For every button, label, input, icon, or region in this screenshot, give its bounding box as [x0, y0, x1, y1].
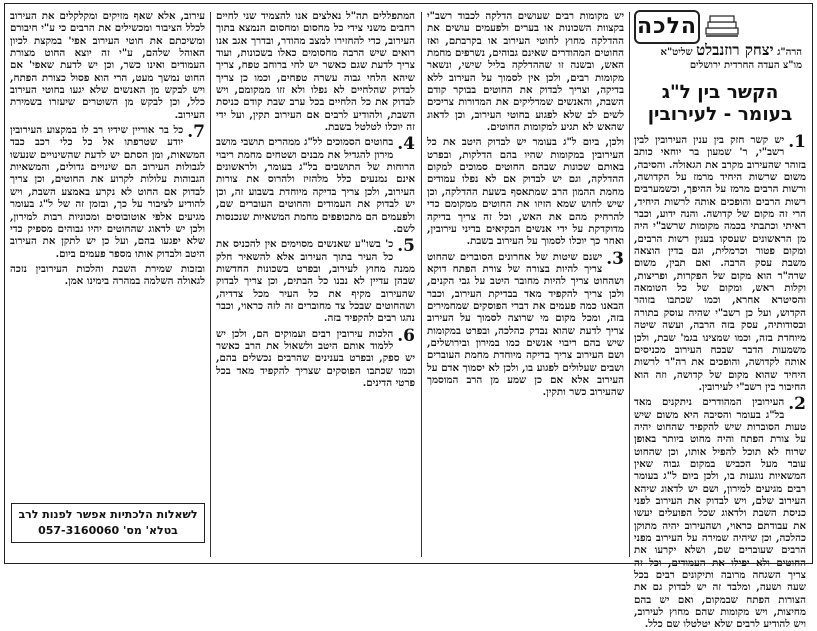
- section-number: 7.: [187, 122, 205, 143]
- paragraph-text: יש קשר חזק בין ענין העירובין לבין רשב"י, ר' שמעון בר יוחאי כותב בזוהר שהעירוב מקרב את הגאולה. והסיבה, משום שרשות היחיד מרמז על הקדושה, ורשות הרבים מרמז על ההיפך, וכשמערבים רשות הרבים והופכים אותה לרשות היחיד, הרי זה מקום של קדושה. והנה ידוע, וכבר ראיתי וכתבתי בכמה מקומות שרשב"י היה מן הראשונים שעסקו בענין רשות הרבים, ומקום פטור וכרמלית, וגם בדין הוצאה משבת עסק הרבה. ואם תבין, משום שרה"ר הוא מקום של הפקרות, ופריצות, וקלות ראש, ומקום של כל הטומאה והסיטרא אחרא, וכמו שכתבו בזוהר הקדוש, ועל כן רשב"י שהיה עוסק בתורה ובסודותיה, עסק בזה הרבה, ועשה שיטה מיוחדת בזה, וכמו שמצינו בגמ' שבת, ולכן משמעות הדבר שבכח העירוב מכניסים אותה לקדושה, והופכים את רה"ר לרשות היחיד שהוא מקום של קדושה, וזה הוא החיבור בין רשב"י לעירובין.: [634, 134, 806, 393]
- paragraph-text: העירובין המהודרים ניתקנים מאד בל"ג בעומר והסיבה היא משום שיש טעות הסוברות שיש להקפיד שהחוט יהיה על צורת הפתח והיה מחוט ביותר באופן שרוח לא תוכל להפיל אותו, וכן שהחוט עובר מעל הכביש במקום גבוה שאין המשאיות נוגעות בו, ולכן ביום ל"ג בעומר רבים מגיעים למירון, ושם יש לדאוג שיהא העירוב שלם, ויש לבדוק את העירוב לפני כניסת השבת ולדאוג שכל הפועלים יעשו את עבודתם כראוי, ושהעירוב יהיה מתוקן כהלכה, וכן שיהיה שמירה על העירוב מפני הרבים שעוברים שם, ושלא יקרעו את החוטים ולא יפילו את העמודים, וכל זה צריך השגחה מרובה ותיקונים רבים בכל שעה ושעה, ומלבד זה יש לבדוק גם את הצורות הפתח שבמקום, ואם יש בהם מחיצות, ויש מקומות שהם מחוץ לעירוב, ויש להודיע לרבים שלא יטלטלו שם כלל.: [634, 396, 806, 631]
- phone-prefix: בטלא' מס': [123, 524, 178, 537]
- paragraph: [216, 136, 415, 235]
- column-divider: [629, 12, 630, 557]
- column-divider: [421, 12, 422, 557]
- paragraph: [10, 10, 205, 121]
- paragraph: [10, 263, 205, 288]
- section-number: 1.: [788, 132, 806, 152]
- column-4: [10, 10, 205, 480]
- paragraph-text: המתפללים תה"ל נאלצים אנו להצמיד שני לחיים רחבים משני צידי כל מחסום ומחסום הנמצא בתוך העירוב, כדי להחזירו למצב מהודר, ובדרך אגב אנו רואים שיש הרבה מחסומים כאלו בשכונות, ועוד צריך לדעת שגם כאשר יש לחי ברוחב טפח, צריך שיהא הלחי גבוה עשרה טפחים, וכמו כן צריך לבדוק שהלחיים לא נפלו ולא זזו ממקומם, ויש לבדוק את כל הלחיים בכל ערב שבת קודם כניסת השבת, ולהודיע לרבים אם העירוב תקין, ועל ידי זה יוכלו לטלטל בשבת.: [216, 10, 415, 134]
- author-role: מו"צ העדה החרדית ירושלים: [689, 60, 802, 71]
- paragraph-text: עירוב, אלא שאף מזיקים ומקלקלים את העירוב לכלל הציבור ומכשילים את הרבים כי ע"י חיבורם ומשיכתם את חוטי העירוב אפי' במקצת לכיון האוהל שלהם, ע"י זה יוצא החוט מצורת העמודים ואינו כשר, וכן יש לדעת שאפי' אם החוט נמשך מעט, הרי הוא פסול כצורת הפתח, ויש לבקש מן האנשים שלא יגעו בחוטי העירוב כלל, וכן לבקש מן השוטרים שיעזרו בשמירת העירוב.: [10, 10, 205, 121]
- article-title: הקשר בין ל"ג בעומר - לעירובין: [647, 82, 793, 125]
- paragraph: [216, 10, 415, 133]
- section-number: 5.: [397, 236, 415, 257]
- author-name: יצחק רוזנבלט: [696, 41, 774, 59]
- column-1: [634, 10, 806, 631]
- paragraph: [427, 10, 624, 133]
- contact-line: לשאלות הלכתיות אפשר לפנות לרב: [18, 508, 198, 521]
- author-prefix: הרה"ג: [777, 47, 802, 58]
- paragraph: [427, 248, 624, 399]
- paragraph-text: ובזכות שמירת השבת והלכות העירובין נזכה לגאולה השלמה במהרה בימינו אמן.: [10, 262, 205, 288]
- contact-box: [11, 503, 205, 543]
- paragraph-text: כ' בשו"ע שאנשים מסוימים אין להכניס את כל העיר בתוך העירוב אלא להשאיר חלק ממנה מחוץ לעירוב, ובפרט בשכונות החדשות שבהן עדיין לא נבנו כל הבתים, וכן צריך לבדוק שהעירוב מקיף את כל העיר מכל צדדיה, ושהחוטים שבכל צד מחוברים זה לזה כראוי, וכבר נהגו רבים להקפיד בזה.: [216, 238, 415, 325]
- column-divider: [210, 12, 211, 557]
- section-number: 2.: [788, 394, 806, 415]
- column-3: [216, 10, 415, 559]
- phone-number: 057-3160060: [38, 524, 120, 537]
- logo-row: [634, 10, 806, 44]
- author-block: [634, 41, 802, 72]
- paragraph-text: בחוטים הסמוכים לל"ג ממהרים תושבי מושב מירון להגדיל את מבנים ושטחים מחמת ריבוי הרוחות של התושבים בל"ג בעומר, ולראשונים אינם נמנעים כלל מלהזיז ולהרוס את צורות העירוב, ולכן צריך בדיקה מיוחדת בשבוע זה, וכן יש לבדוק את העמודים והחוטים העוברים שם, ולפעמים הם מתכופפים מחמת המשאיות שנכנסות לשם.: [216, 136, 415, 235]
- paragraph-text: ישנם שיטות של אחרונים הסוברים שהחוט צריך להיות בצורה של צורת הפתח דוקא ושהחוט צריך להיות מחובר היטב על גבי הקנים, ולכן צריך להקפיד מאד בבדיקת העירוב, וכבר הבאנו כמה פעמים את דברי הפוסקים שמחמירים בזה, ומכל מקום מי שרוצה לסמוך על העירוב צריך לדעת שהוא נבדק כהלכה, ובפרט במקומות שיש בהם ריבוי אנשים כמו במירון ובירושלים, ושם העירוב צריך בדיקה מיוחדת מחמת העוברים ושבים שעלולים לפגוע בו, ולכן לא יסמוך אדם על העירוב אלא אם כן שמע מן הרב המוסמך שהעירוב כשר ותקין.: [427, 250, 624, 399]
- author-suffix: שליט"א: [660, 47, 693, 58]
- phone-line: [14, 523, 202, 539]
- article-header: [634, 10, 806, 126]
- paragraph: [10, 124, 205, 260]
- paragraph: [216, 325, 415, 390]
- paragraph-text: יש מקומות רבים שעושים הדלקה לכבוד רשב"י בקצוות השכונות או בערים ולפעמים עושים את ההדלקה מחוץ לחוטי העירוב או בקרבתם, ואז החוטים המהודרים שאינם גבוהים, נשרפים מחמת האש, ובשנה זו שההדלקה בליל שישי, ונשאר מקומות רבים, ולכן אין לסמוך על העירוב ללא בדיקה, וצריך לבדוק את החוטים בבוקר קודם השבת, והאנשים שמדליקים את המדורות צריכים לשים לב שלא לפגוע בחוטי העירוב, וכן לדאוג שהאש לא תגיע למקומות החוטים.: [427, 10, 624, 134]
- paragraph-text: הלכות עירובין רבים ועמוקים הם, ולכן יש ללמוד אותם היטב ולשאול את הרב כאשר יש ספק, ובפרט בענינים שהרבים נכשלים בהם, וכמו שכתבו הפוסקים שצריך להקפיד מאד בכל פרטי הדינים.: [216, 327, 415, 389]
- article-page: [4, 3, 813, 631]
- paragraph-text: כל בר אוריין שידיו רב לו במקצוע העירובין יודע שטרפתו אל כל כלי רכב כבד המשאות, ומן הסתם יש לדעת שהשינויים שנעשו לגבולות העירוב הם שינויים גדולים, והמשאיות הגבוהות עלולות לקרוע את החוטים, וכן צריך לבדוק אם החוט לא נקרע באמצע השבת, ויש להודיע לציבור על כך, ובזמן זה של ל"ג בעומר מגיעים אלפי אוטובוסים ומכוניות רבות למירון, ולכן יש לדאוג שהחוטים יהיו גבוהים מספיק כדי שלא יפגעו בהם, ועל כן יש לתקן את העירוב היטב ולבדוק אותו מספר פעמים ביום.: [10, 124, 205, 260]
- paragraph: [634, 396, 806, 631]
- paragraph: [427, 136, 624, 247]
- section-number: 3.: [606, 248, 624, 269]
- paragraph: [216, 238, 415, 324]
- section-number: 6.: [397, 325, 415, 346]
- paragraph: [634, 134, 806, 393]
- section-number: 4.: [397, 134, 415, 155]
- paragraph-text: ולכן, ביום ל"ג בעומר יש לבדוק היטב את כל העירובין במקומות שהיו בהם הדלקות, ובפרט באותם שכונות שבהם החוטים סמוכים למקום ההדלקה, וגם יש לבדוק אם לא נפלו עמודים מחמת ההמון הרב שמתאסף בשעת ההדלקה, וכן שיש לחוש שמא הזיזו את החוטים ממקומם כדי להרחיק מהם את האש, וכל זה צריך בדיקה מדוקדקת על ידי אנשים הבקיאים בדיני עירובין, ואחר כך יוכלו לסמוך על העירוב בשבת.: [427, 136, 624, 248]
- halacha-logo: הלכה: [634, 10, 700, 44]
- column-2: [427, 10, 624, 559]
- books-icon: [704, 10, 740, 40]
